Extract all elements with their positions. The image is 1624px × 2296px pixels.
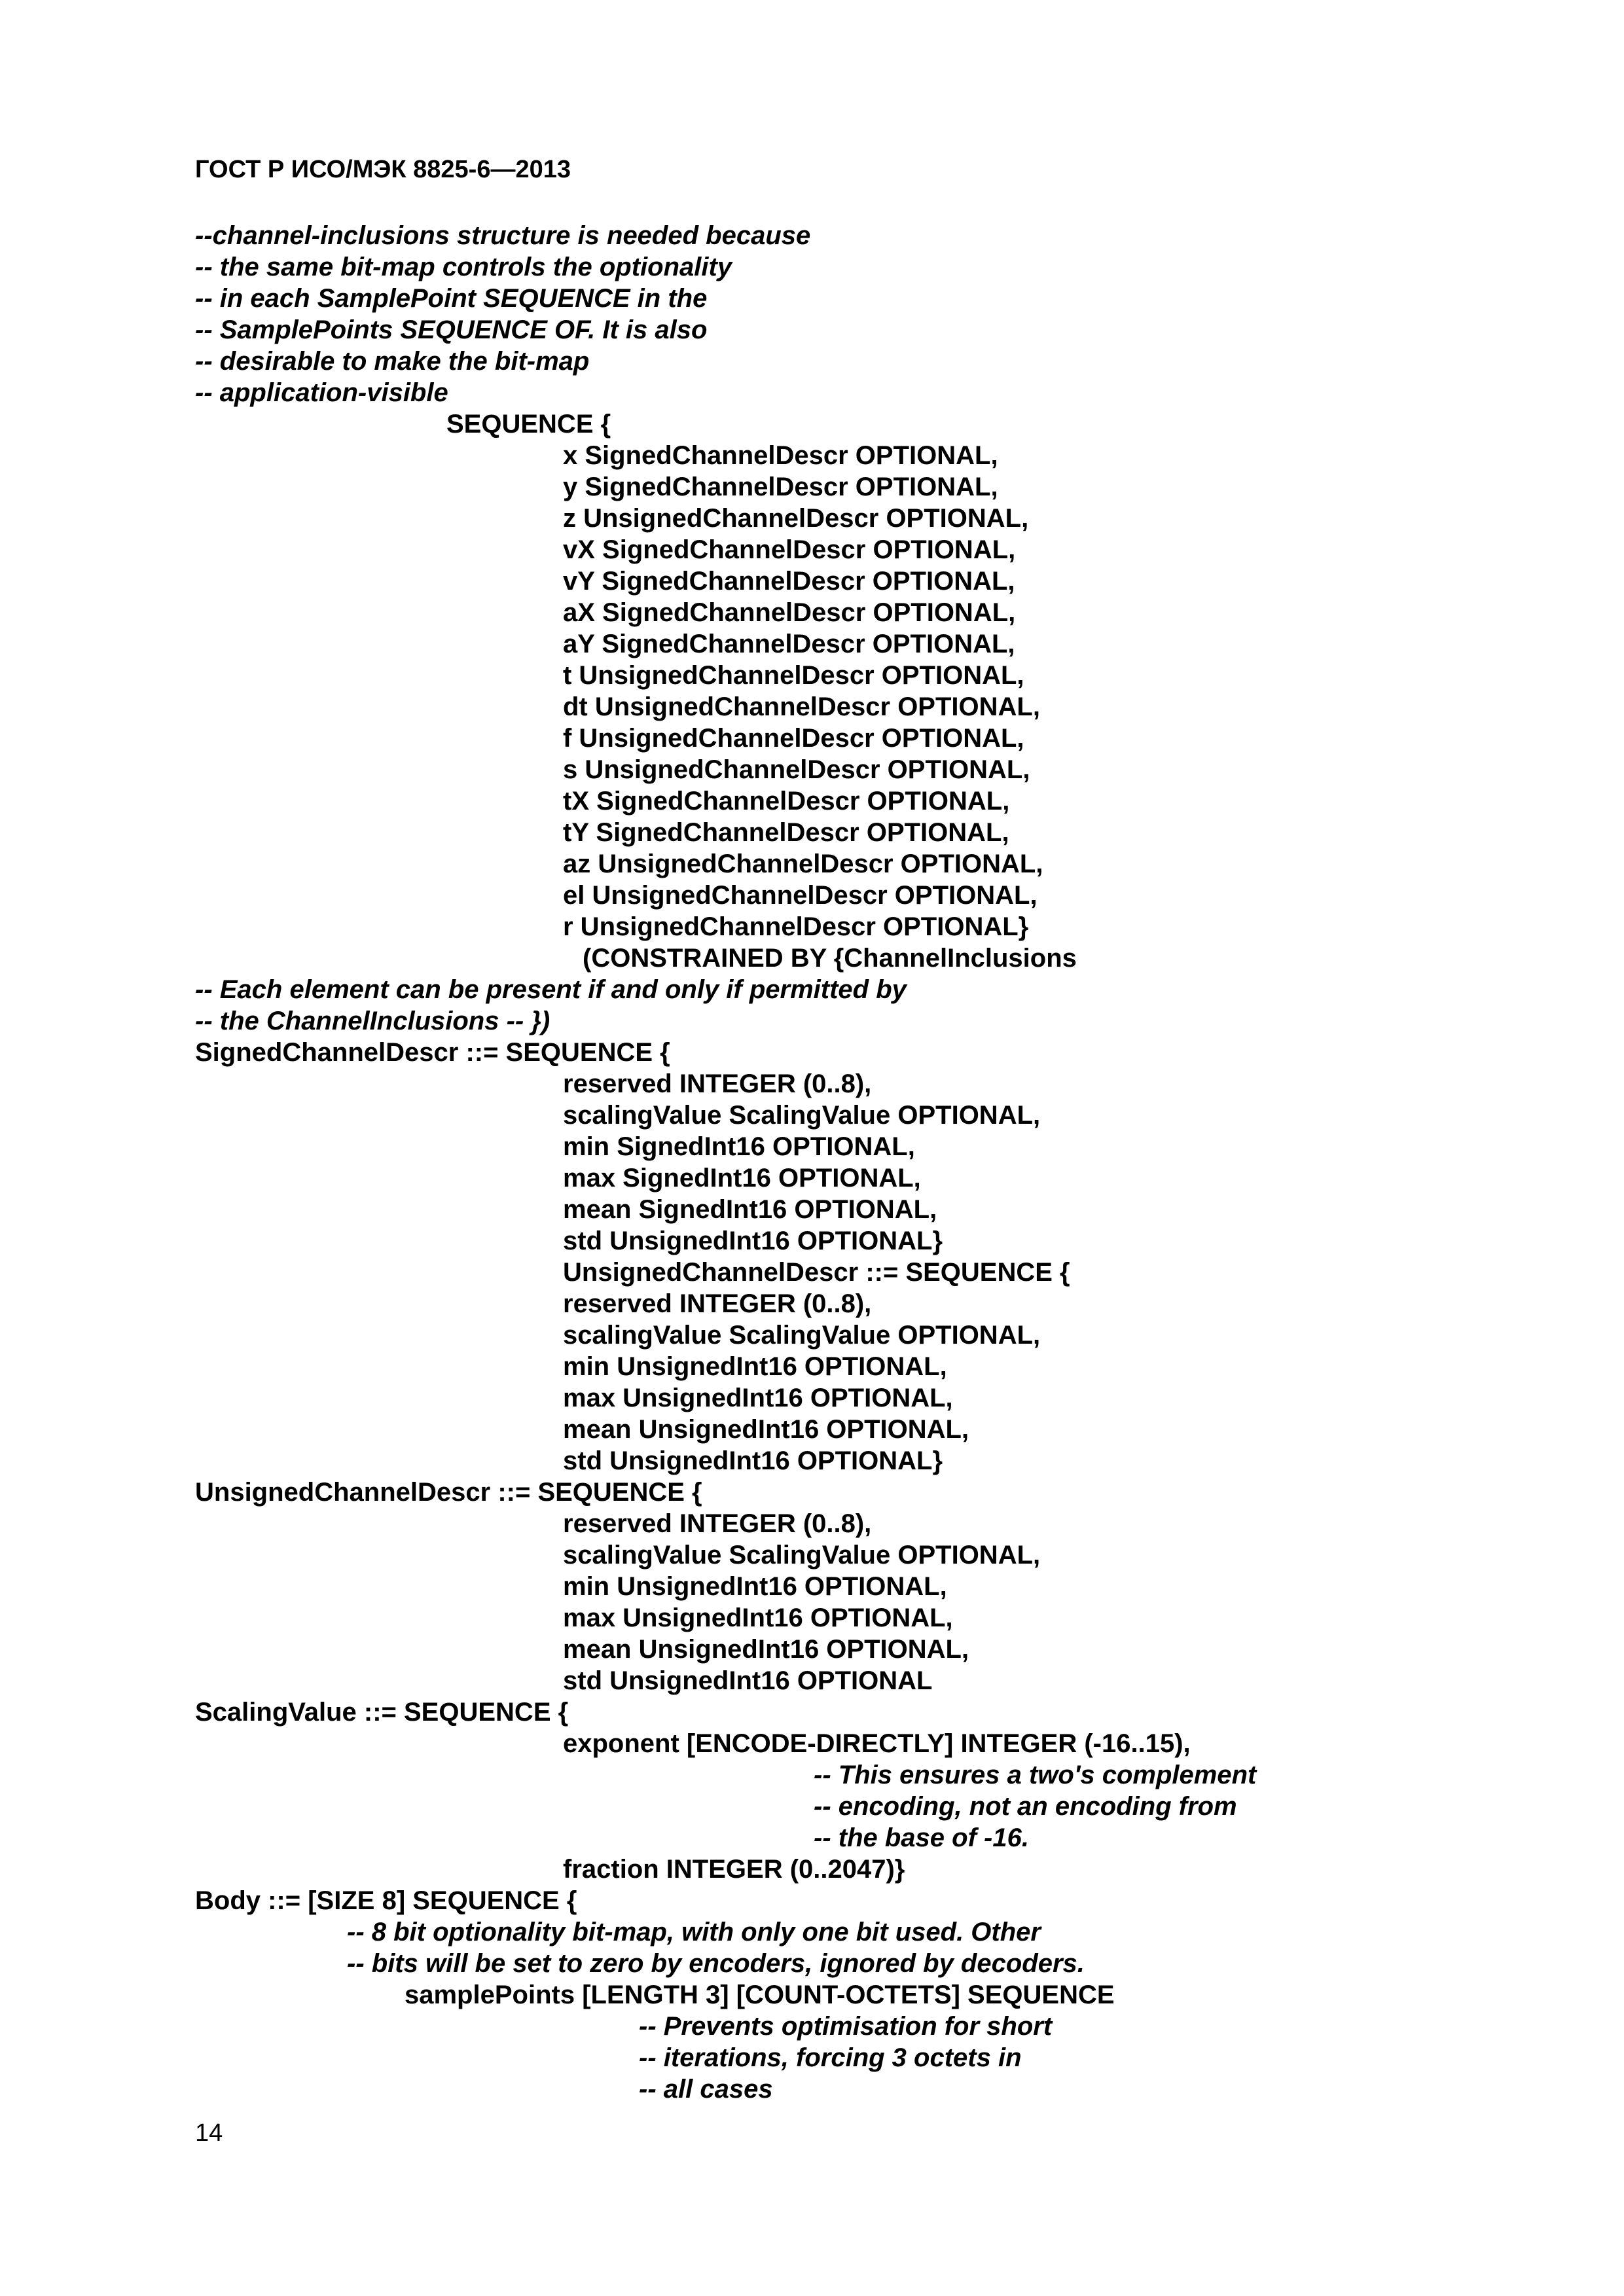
page-header: ГОСТ Р ИСО/МЭК 8825-6—2013 [195,156,571,183]
comment-line: -- Each element can be present if and only if permitted by [195,975,907,1004]
code-line: max UnsignedInt16 OPTIONAL, [563,1384,953,1412]
code-line: std UnsignedInt16 OPTIONAL} [563,1446,943,1475]
comment-line: -- encoding, not an encoding from [814,1792,1237,1821]
code-line: min SignedInt16 OPTIONAL, [563,1132,915,1161]
comment-line: -- in each SamplePoint SEQUENCE in the [195,284,708,313]
code-line: reserved INTEGER (0..8), [563,1509,872,1538]
code-line: mean UnsignedInt16 OPTIONAL, [563,1415,969,1444]
code-line: el UnsignedChannelDescr OPTIONAL, [563,881,1038,910]
code-line: tX SignedChannelDescr OPTIONAL, [563,787,1010,816]
code-line: ScalingValue ::= SEQUENCE { [195,1698,569,1727]
code-line: UnsignedChannelDescr ::= SEQUENCE { [563,1258,1070,1287]
code-line: max SignedInt16 OPTIONAL, [563,1164,921,1193]
comment-line: -- 8 bit optionality bit-map, with only one bit used. Other [347,1918,1041,1946]
code-line: mean UnsignedInt16 OPTIONAL, [563,1635,969,1664]
comment-line: -- desirable to make the bit-map [195,347,590,376]
code-line: mean SignedInt16 OPTIONAL, [563,1195,937,1224]
code-line: az UnsignedChannelDescr OPTIONAL, [563,850,1043,878]
code-line: z UnsignedChannelDescr OPTIONAL, [563,504,1029,533]
code-line: samplePoints [LENGTH 3] [COUNT-OCTETS] SEQUENCE [405,1981,1115,2009]
page-number: 14 [195,2119,223,2147]
code-line: vY SignedChannelDescr OPTIONAL, [563,567,1015,596]
code-line: aY SignedChannelDescr OPTIONAL, [563,630,1015,658]
code-line: s UnsignedChannelDescr OPTIONAL, [563,755,1030,784]
code-line: SEQUENCE { [446,410,611,439]
code-line: tY SignedChannelDescr OPTIONAL, [563,818,1009,847]
code-line: scalingValue ScalingValue OPTIONAL, [563,1101,1041,1130]
comment-line: -- This ensures a two's complement [814,1761,1257,1789]
code-line: y SignedChannelDescr OPTIONAL, [563,473,998,501]
code-line: r UnsignedChannelDescr OPTIONAL} [563,912,1029,941]
code-line: vX SignedChannelDescr OPTIONAL, [563,535,1016,564]
code-line: reserved INTEGER (0..8), [563,1069,872,1098]
comment-line: -- Prevents optimisation for short [639,2012,1053,2041]
code-line: exponent [ENCODE-DIRECTLY] INTEGER (-16..15), [563,1729,1191,1758]
comment-line: -- the ChannelInclusions -- }) [195,1007,550,1035]
code-line: min UnsignedInt16 OPTIONAL, [563,1572,947,1601]
code-line: SignedChannelDescr ::= SEQUENCE { [195,1038,670,1067]
code-line: (CONSTRAINED BY {ChannelInclusions [583,944,1077,973]
comment-line: -- application-visible [195,378,448,407]
code-line: max UnsignedInt16 OPTIONAL, [563,1604,953,1632]
comment-line: --channel-inclusions structure is needed because [195,221,811,250]
comment-line: -- all cases [639,2075,773,2104]
code-line: scalingValue ScalingValue OPTIONAL, [563,1541,1041,1570]
code-listing [0,220,1624,2105]
code-line: min UnsignedInt16 OPTIONAL, [563,1352,947,1381]
code-line: std UnsignedInt16 OPTIONAL [563,1666,933,1695]
code-line: Body ::= [SIZE 8] SEQUENCE { [195,1886,577,1915]
code-line: UnsignedChannelDescr ::= SEQUENCE { [195,1478,702,1507]
comment-line: -- SamplePoints SEQUENCE OF. It is also [195,315,708,344]
code-line: fraction INTEGER (0..2047)} [563,1855,905,1884]
code-line: reserved INTEGER (0..8), [563,1289,872,1318]
code-line: f UnsignedChannelDescr OPTIONAL, [563,724,1024,753]
comment-line: -- bits will be set to zero by encoders, ignored by decoders. [347,1949,1085,1978]
comment-line: -- the base of -16. [814,1823,1029,1852]
code-line: aX SignedChannelDescr OPTIONAL, [563,598,1016,627]
code-line: scalingValue ScalingValue OPTIONAL, [563,1321,1041,1350]
code-line: t UnsignedChannelDescr OPTIONAL, [563,661,1024,690]
code-line: dt UnsignedChannelDescr OPTIONAL, [563,692,1040,721]
comment-line: -- iterations, forcing 3 octets in [639,2043,1022,2072]
comment-line: -- the same bit-map controls the optionality [195,253,732,281]
code-line: std UnsignedInt16 OPTIONAL} [563,1227,943,1255]
code-line: x SignedChannelDescr OPTIONAL, [563,441,998,470]
